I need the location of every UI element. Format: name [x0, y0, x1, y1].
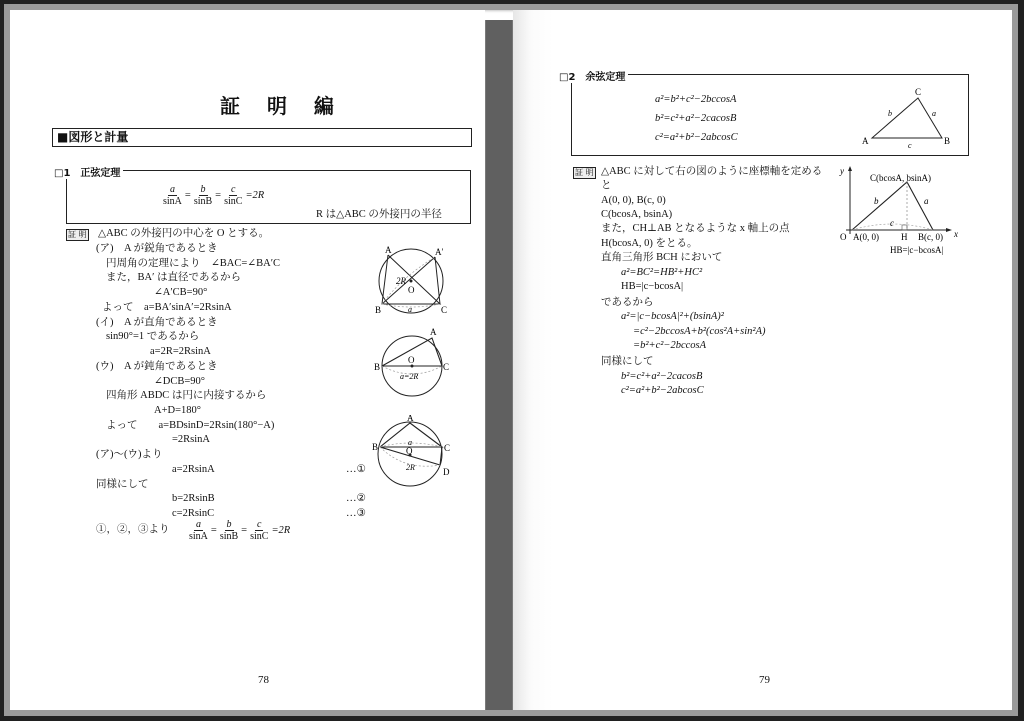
- svg-text:A′: A′: [435, 247, 444, 257]
- triangle-abc-figure: [858, 86, 958, 150]
- svg-text:a=2R: a=2R: [400, 372, 419, 381]
- page-title: 証 明 編: [220, 94, 344, 118]
- svg-text:C: C: [915, 87, 922, 97]
- proof-line: ∠A′CB=90°: [154, 287, 208, 298]
- marker-1: …①: [346, 464, 366, 475]
- svg-text:H: H: [901, 232, 908, 242]
- svg-text:B(c, 0): B(c, 0): [918, 232, 943, 242]
- figure-obtuse-angle: [372, 415, 462, 495]
- proof-line: と: [601, 180, 612, 191]
- svg-text:c: c: [908, 141, 912, 150]
- svg-text:2R: 2R: [406, 463, 415, 472]
- page-number-78: 78: [258, 674, 269, 686]
- page-spread: [10, 10, 1012, 710]
- proof-line: であるから: [601, 297, 654, 308]
- proof-line: =c²−2bccosA+b²(cos²A+sin²A): [633, 326, 766, 337]
- svg-text:C(bcosA, bsinA): C(bcosA, bsinA): [870, 173, 931, 183]
- svg-text:A: A: [407, 415, 414, 423]
- cosine-formula-b: b²=c²+a²−2cacosB: [655, 113, 737, 124]
- conclusion-formula: $\frac{a}{\sin A}$ = $\frac{b}{\sin B}$ = $\frac{c}{\sin C}$ =2R: [189, 519, 291, 542]
- svg-text:B: B: [372, 442, 379, 452]
- proof-line: b=2RsinB: [172, 493, 215, 504]
- proof-line: a=2R=2RsinA: [150, 346, 211, 357]
- sine-theorem-formula: $\frac{a}{\sin A}$ = $\frac{b}{\sin B}$ = $\frac{c}{\sin C}$ =2R: [163, 184, 265, 207]
- proof-line: b²=c²+a²−2cacosB: [621, 371, 703, 382]
- proof-line: ①，②，③より: [96, 524, 170, 535]
- proof-line: =2RsinA: [172, 434, 211, 445]
- page-number-79: 79: [759, 674, 770, 686]
- svg-text:B: B: [374, 362, 381, 372]
- proof-line: 直角三角形 BCH において: [601, 252, 723, 263]
- svg-text:A(0, 0): A(0, 0): [853, 232, 879, 242]
- proof-line: A+D=180°: [154, 405, 201, 416]
- spine-gutter: [485, 20, 513, 710]
- proof-line: (ウ) A が鈍角であるとき: [96, 361, 218, 372]
- proof-line: 円周角の定理により ∠BAC=∠BA′C: [106, 258, 280, 269]
- page-78[interactable]: [10, 10, 485, 710]
- svg-text:a: a: [932, 109, 936, 118]
- proof-line: 四角形 ABDC は円に内接するから: [106, 390, 267, 401]
- proof-tag: 証 明: [68, 230, 87, 239]
- svg-text:y: y: [840, 166, 844, 176]
- svg-text:a: a: [408, 438, 412, 447]
- svg-text:O: O: [840, 232, 847, 242]
- document-viewer: [4, 4, 1018, 716]
- cosine-formula-c: c²=a²+b²−2abcosC: [655, 132, 738, 143]
- svg-text:x: x: [954, 229, 958, 239]
- coordinate-figure: [838, 164, 978, 264]
- svg-text:c: c: [890, 218, 894, 228]
- proof-line: (ア) A が鋭角であるとき: [96, 243, 218, 254]
- figure-acute-angle: [372, 242, 452, 314]
- proof-line: △ABC の外接円の中心を O とする。: [98, 228, 270, 239]
- proof-line: a=2RsinA: [172, 464, 215, 475]
- svg-text:O: O: [408, 285, 415, 295]
- proof-line: (ア)〜(ウ)より: [96, 449, 163, 460]
- svg-text:HB=|c−bcosA|: HB=|c−bcosA|: [890, 245, 944, 255]
- proof-line: sin90°=1 であるから: [106, 331, 200, 342]
- svg-text:2R: 2R: [396, 276, 406, 286]
- proof-line: よって a=BDsinD=2Rsin(180°−A): [106, 420, 275, 431]
- svg-text:B: B: [944, 136, 951, 146]
- proof-line: C(bcosA, bsinA): [601, 209, 673, 220]
- proof-line: ∠DCB=90°: [154, 376, 206, 387]
- page-79[interactable]: [513, 10, 1012, 710]
- marker-2: …②: [346, 493, 366, 504]
- svg-text:C: C: [441, 305, 448, 314]
- proof-line: HB=|c−bcosA|: [621, 281, 684, 292]
- svg-text:C: C: [443, 362, 450, 372]
- proof-line: c=2RsinC: [172, 508, 215, 519]
- proof-line: また，CH⊥AB となるような x 軸上の点: [601, 223, 790, 234]
- svg-text:A: A: [862, 136, 869, 146]
- svg-text:C: C: [444, 443, 451, 453]
- svg-text:A: A: [430, 327, 437, 337]
- section-heading-cosine-theorem: □2 余弦定理: [559, 68, 628, 83]
- proof-line: また，BA′ は直径であるから: [106, 272, 242, 283]
- circumradius-note: R は△ABC の外接円の半径: [316, 209, 442, 220]
- proof-line: 同様にして: [601, 356, 654, 367]
- svg-text:B: B: [375, 305, 382, 314]
- proof-line: A(0, 0), B(c, 0): [601, 195, 666, 206]
- proof-line: =b²+c²−2bccosA: [633, 340, 707, 351]
- svg-text:O: O: [406, 446, 413, 456]
- chapter-heading: ■図形と計量: [52, 128, 472, 147]
- svg-text:b: b: [888, 109, 892, 118]
- svg-text:D: D: [443, 467, 450, 477]
- section-heading-sine-theorem: □1 正弦定理: [54, 164, 123, 179]
- proof-line: H(bcosA, 0) をとる。: [601, 238, 698, 249]
- svg-text:a: a: [924, 196, 929, 206]
- proof-line: (イ) A が直角であるとき: [96, 317, 218, 328]
- proof-line: △ABC に対して右の図のように座標軸を定める: [601, 166, 823, 177]
- svg-text:a: a: [408, 305, 412, 314]
- proof-line: c²=a²+b²−2abcosC: [621, 385, 704, 396]
- proof-line: よって a=BA′sinA′=2RsinA: [102, 302, 232, 313]
- marker-3: …③: [346, 508, 366, 519]
- proof-tag: 証 明: [575, 168, 594, 177]
- figure-right-angle: [372, 326, 452, 398]
- proof-line: 同様にして: [96, 479, 149, 490]
- svg-text:O: O: [408, 355, 415, 365]
- proof-line: a²=|c−bcosA|²+(bsinA)²: [621, 311, 724, 322]
- cosine-formula-a: a²=b²+c²−2bccosA: [655, 94, 737, 105]
- svg-text:b: b: [874, 196, 879, 206]
- fig1-label-A: A: [385, 245, 392, 255]
- proof-line: a²=BC²=HB²+HC²: [621, 267, 703, 278]
